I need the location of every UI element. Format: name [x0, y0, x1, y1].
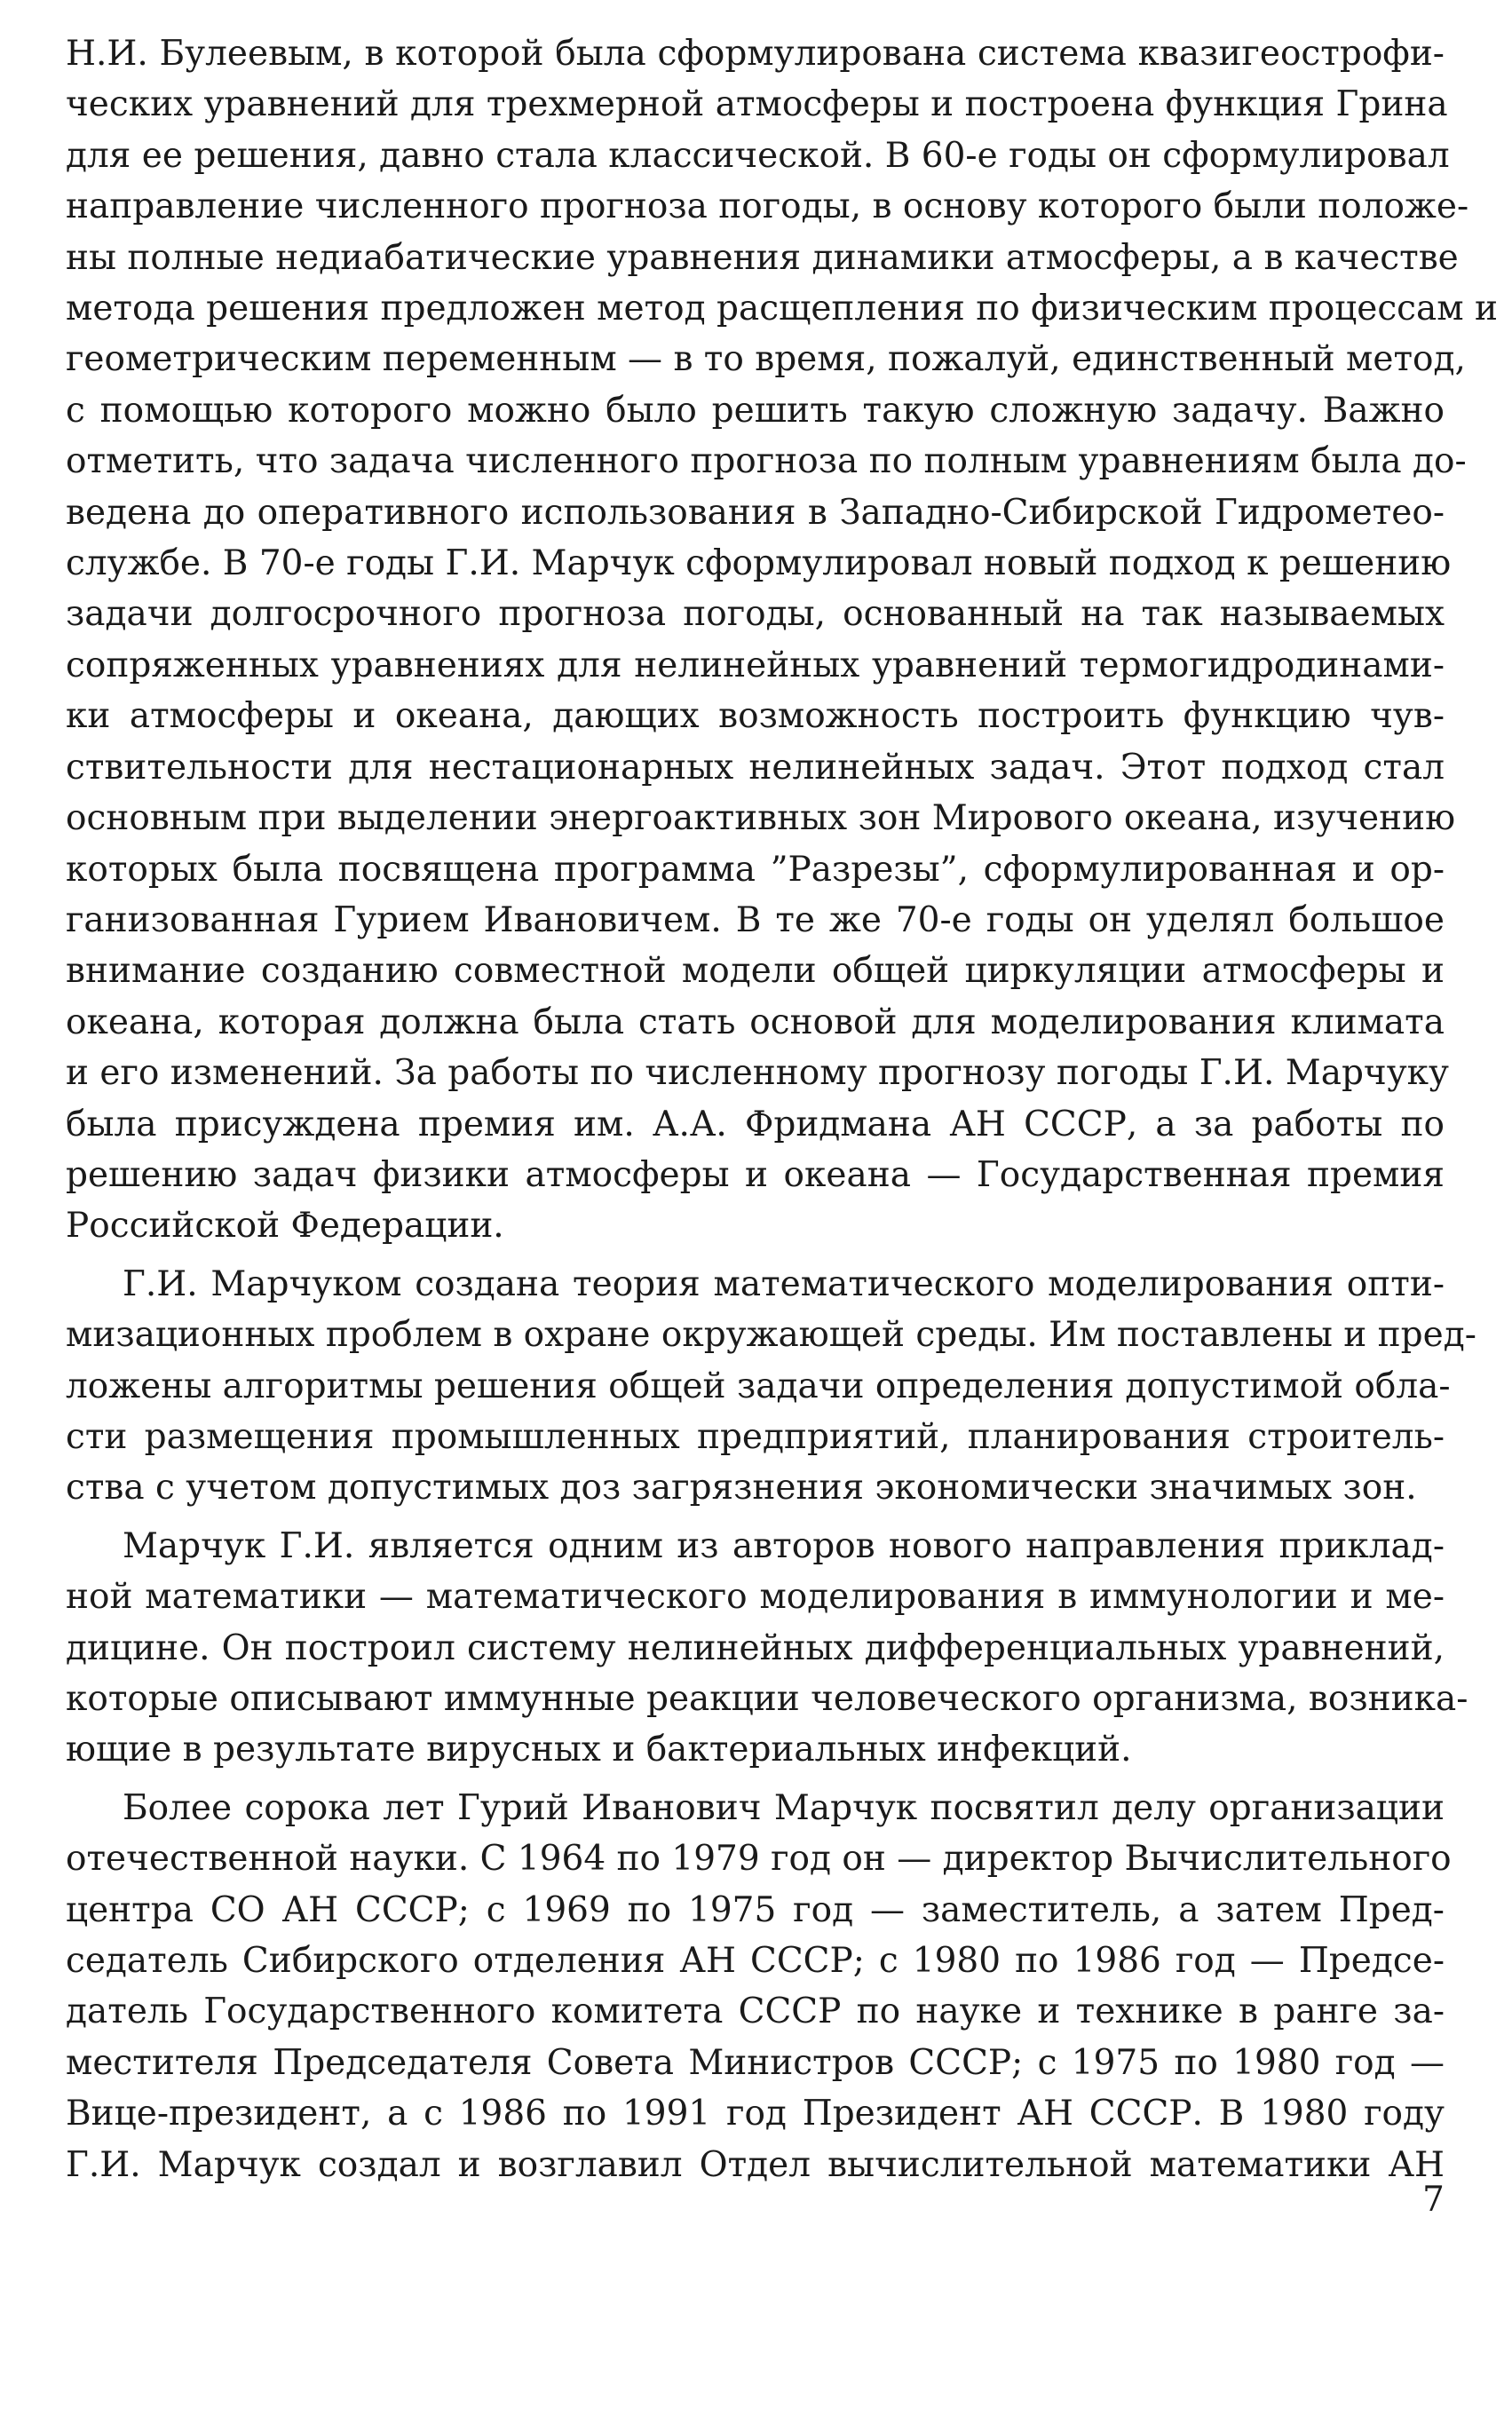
text-line: метода решения предложен метод расщепления по физическим процессам и — [66, 289, 1498, 329]
text-line: Г.И. Марчуком создана теория математического моделирования опти- — [123, 1263, 1445, 1304]
text-line: Российской Федерации. — [66, 1206, 504, 1247]
text-line: ложены алгоритмы решения общей задачи определения допустимой обла- — [66, 1366, 1451, 1406]
text-line: ствительности для нестационарных нелинейных задач. Этот подход стал — [66, 747, 1445, 788]
text-line: Г.И. Марчук создал и возглавил Отдел вычислительной математики АН — [66, 2144, 1445, 2185]
text-line: была присуждена премия им. А.А. Фридмана АН СССР, а за работы по — [66, 1104, 1445, 1144]
body-text — [66, 28, 1498, 2190]
text-line: внимание созданию совместной модели общей циркуляции атмосферы и — [66, 951, 1445, 992]
text-line: которые описывают иммунные реакции человеческого организма, возника- — [66, 1679, 1468, 1719]
text-line: ческих уравнений для трехмерной атмосферы и построена функция Грина — [66, 84, 1448, 125]
text-line: сопряженных уравнениях для нелинейных уравнений термогидродинами- — [66, 645, 1445, 685]
text-line: мизационных проблем в охране окружающей среды. Им поставлены и пред- — [66, 1315, 1476, 1356]
text-line: службе. В 70-е годы Г.И. Марчук сформулировал новый подход к решению — [66, 543, 1452, 584]
text-line: местителя Председателя Совета Министров СССР; с 1975 по 1980 год — — [66, 2042, 1445, 2083]
text-line: и его изменений. За работы по численному прогнозу погоды Г.И. Марчуку — [66, 1053, 1449, 1094]
text-line: для ее решения, давно стала классической. В 60-е годы он сформулировал — [66, 135, 1450, 176]
text-line: Марчук Г.И. является одним из авторов нового направления приклад- — [123, 1525, 1445, 1566]
text-line: ганизованная Гурием Ивановичем. В те же 70-е годы он уделял большое — [66, 899, 1445, 940]
text-line: Н.И. Булеевым, в которой была сформулирована система квазигеострофи- — [66, 34, 1445, 74]
text-line: Более сорока лет Гурий Иванович Марчук посвятил делу организации — [123, 1787, 1445, 1828]
text-line: решению задач физики атмосферы и океана — Государственная премия — [66, 1154, 1445, 1195]
text-line: которых была посвящена программа ”Разрезы”, сформулированная и ор- — [66, 849, 1445, 890]
text-line: с помощью которого можно было решить такую сложную задачу. Важно — [66, 390, 1445, 431]
page-number: 7 — [1422, 2180, 1445, 2220]
text-line: седатель Сибирского отделения АН СССР; с 1980 по 1986 год — Предсе- — [66, 1941, 1445, 1982]
text-line: основным при выделении энергоактивных зон Мирового океана, изучению — [66, 798, 1456, 839]
text-line: задачи долгосрочного прогноза погоды, основанный на так называемых — [66, 594, 1445, 635]
text-line: дицине. Он построил систему нелинейных дифференциальных уравнений, — [66, 1627, 1445, 1668]
text-line: отметить, что задача численного прогноза по полным уравнениям была до- — [66, 441, 1467, 482]
text-line: ны полные недиабатические уравнения динамики атмосферы, а в качестве — [66, 237, 1459, 278]
text-line: ющие в результате вирусных и бактериальных инфекций. — [66, 1730, 1132, 1770]
paragraph — [66, 1521, 1468, 1776]
text-line: Вице-президент, а с 1986 по 1991 год Президент АН СССР. В 1980 году — [66, 2094, 1445, 2134]
text-line: ки атмосферы и океана, дающих возможность построить функцию чув- — [66, 696, 1445, 737]
text-line: отечественной науки. С 1964 по 1979 год он — директор Вычислительного — [66, 1839, 1452, 1880]
text-line: направление численного прогноза погоды, в основу которого были положе- — [66, 186, 1469, 227]
text-line: центра СО АН СССР; с 1969 по 1975 год — заместитель, а затем Пред- — [66, 1889, 1445, 1930]
text-line: геометрическим переменным — в то время, пожалуй, единственный метод, — [66, 339, 1466, 380]
text-line: датель Государственного комитета СССР по науке и технике в ранге за- — [66, 1991, 1445, 2032]
paragraph — [66, 1783, 1452, 2190]
text-line: океана, которая должна была стать основой для моделирования климата — [66, 1002, 1445, 1042]
text-line: ведена до оперативного использования в Западно-Сибирской Гидрометео- — [66, 492, 1445, 533]
text-line: ства с учетом допустимых доз загрязнения экономически значимых зон. — [66, 1468, 1417, 1508]
paragraph — [66, 28, 1498, 1252]
text-line: ной математики — математического моделирования в иммунологии и ме- — [66, 1577, 1445, 1618]
paragraph — [66, 1259, 1476, 1514]
text-line: сти размещения промышленных предприятий, планирования строитель- — [66, 1416, 1445, 1457]
